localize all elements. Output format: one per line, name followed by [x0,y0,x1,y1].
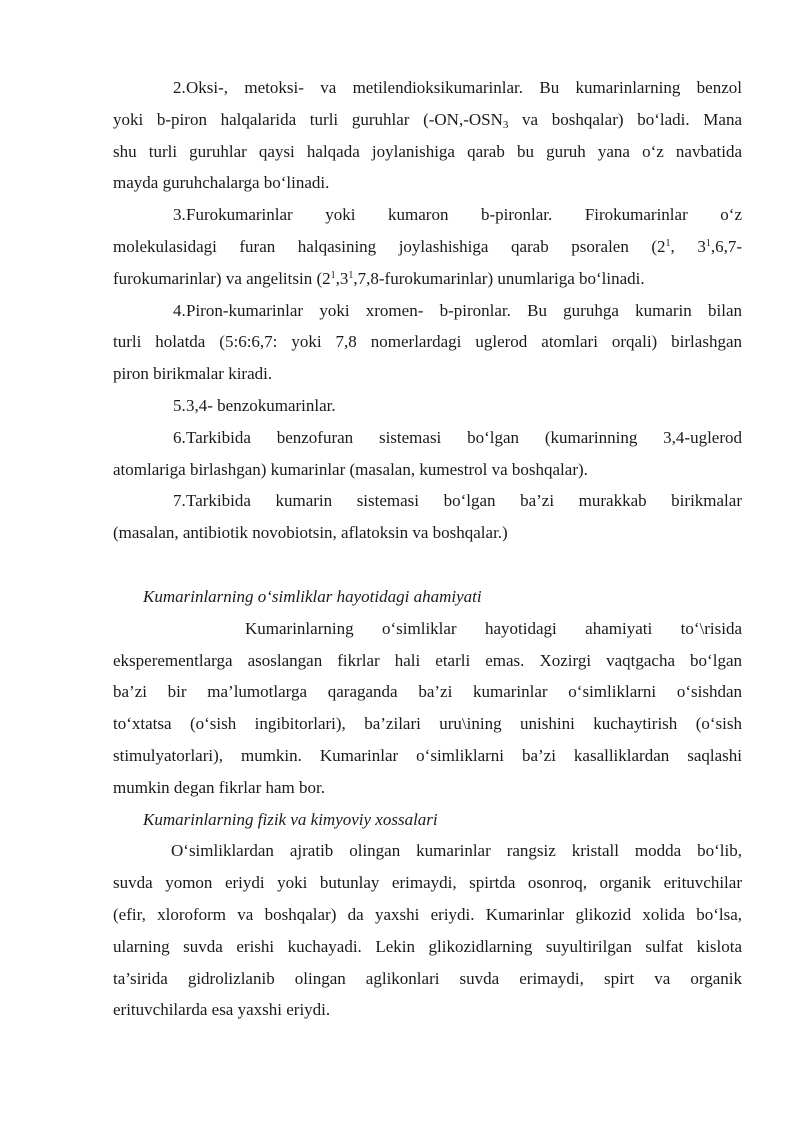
paragraph-line: erituvchilarda esa yaxshi eriydi. [113,1000,331,1020]
section-paragraph [113,613,742,804]
paragraph-line: stimulyatorlari), mumkin. Kumarinlar o‘simliklarni ba’zi kasalliklardan saqlashi [113,745,742,765]
paragraph-line: 2.Oksi-, metoksi- va metilendioksikumarinlar. Bu kumarinlarning benzol [113,72,742,104]
paragraph-line: yoki b-piron halqalarida turli guruhlar ($-ON,-OSN_3$ va boshqalar) bo‘ladi. Mana [113,109,742,131]
item-number: 5. [173,395,186,415]
paragraph-line: (masalan, antibiotik novobiotsin, aflatoksin va boshqalar.) [113,523,508,543]
item-number: 3. [173,205,186,225]
paragraph-line: (efir, xloroform va boshqalar) da yaxshi eriydi. Kumarinlar glikozid xolida bo‘lsa, [113,904,742,924]
paragraph-line: mayda guruhchalarga bo‘linadi. [113,173,330,193]
paragraph-line: eksperementlarga asoslangan fikrlar hali etarli emas. Xozirgi vaqtgacha bo‘lgan [113,650,742,670]
section-heading: Kumarinlarning fizik va kimyoviy xossalari [143,809,438,829]
document-content [113,72,742,1026]
paragraph-line: molekulasidagi furan halqasining joylashishiga qarab psoralen ($2^1$, $3^1,6,7-$ [113,236,742,256]
section-paragraph [113,835,742,1026]
list-item-5 [113,390,742,422]
paragraph-line: 3.Furokumarinlar yoki kumaron b-pironlar. Firokumarinlar o‘z [113,199,742,231]
section-heading: Kumarinlarning o‘simliklar hayotidagi ahamiyati [143,586,482,606]
paragraph-line: furokumarinlar) va angelitsin $(2^1,3^1,7,8-furokumarinlar)$ unumlariga bo‘linadi. [113,268,645,288]
item-number: 7. [173,491,186,511]
list-item-3 [113,199,742,294]
item-number: 4. [173,300,186,320]
item-number: 6. [173,427,186,447]
item-number: 2. [173,78,186,97]
paragraph-line: suvda yomon eriydi yoki butunlay erimaydi, spirtda osonroq, organik erituvchilar [113,873,742,893]
spacer [113,549,742,581]
paragraph-line: ularning suvda erishi kuchayadi. Lekin glikozidlarning suyultirilgan sulfat kislota [113,936,742,956]
paragraph-line: piron birikmalar kiradi. [113,364,273,384]
paragraph-line: 4.Piron-kumarinlar yoki xromen- b-pironlar. Bu guruhga kumarin bilan [113,295,742,327]
list-item-4 [113,295,742,390]
paragraph-line: shu turli guruhlar qaysi halqada joylanishiga qarab bu guruh yana o‘z navbatida [113,141,742,161]
paragraph-line: atomlariga birlashgan) kumarinlar (masalan, kumestrol va boshqalar). [113,459,588,479]
paragraph-line: 5.3,4- benzokumarinlar. [113,390,742,422]
list-item-2 [113,72,742,199]
list-item-7 [113,485,742,549]
paragraph-line: turli holatda (5:6:6,7: yoki 7,8 nomerlardagi uglerod atomlari orqali) birlashgan [113,332,742,352]
paragraph-line: Kumarinlarning o‘simliklar hayotidagi ahamiyati to‘\risida [245,618,742,638]
paragraph-line: ta’sirida gidrolizlanib olingan aglikonlari suvda erimaydi, spirt va organik [113,968,742,988]
subscript: 3 [502,118,509,131]
paragraph-line: O‘simliklardan ajratib olingan kumarinlar rangsiz kristall modda bo‘lib, [171,841,742,861]
paragraph-line: mumkin degan fikrlar ham bor. [113,777,325,797]
paragraph-line: to‘xtatsa (o‘sish ingibitorlari), ba’zilari uru\ining unishini kuchaytirish (o‘sish [113,714,742,734]
paragraph-line: 6.Tarkibida benzofuran sistemasi bo‘lgan (kumarinning 3,4-uglerod [113,422,742,454]
paragraph-line: 7.Tarkibida kumarin sistemasi bo‘lgan ba’zi murakkab birikmalar [113,485,742,517]
paragraph-line: ba’zi bir ma’lumotlarga qaraganda ba’zi kumarinlar o‘simliklarni o‘sishdan [113,682,742,702]
list-item-6 [113,422,742,486]
